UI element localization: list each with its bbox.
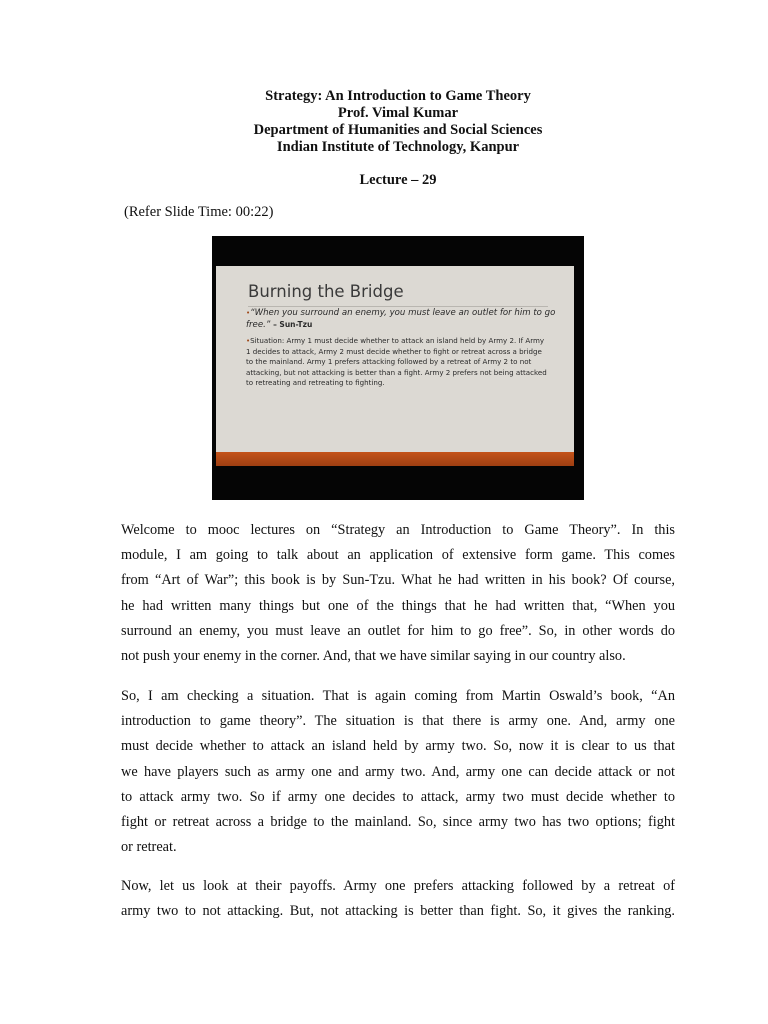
document-header <box>0 88 768 156</box>
slide-situation-text: Situation: Army 1 must decide whether to attack an island held by Army 2. If Army 1 decides to attack, Army 2 must decide whether to fight or retreat across a bridge to the mainland. Army 1 prefers attacking followed by a retreat of Army 2 to not attacking, but not attacking is better than a fight. Army 2 prefers not being attacked to retreating and retreating to fighting. <box>246 336 547 387</box>
text-line: or retreat. <box>121 839 177 856</box>
slide-screenshot <box>212 236 584 500</box>
text-line: fight or retreat across a bridge to the mainland. So, since army two has two options; fight <box>121 814 675 831</box>
course-title: Strategy: An Introduction to Game Theory <box>265 88 531 104</box>
slide-title: Burning the Bridge <box>248 282 404 301</box>
text-line: must decide whether to attack an island held by army two. So, now it is clear to us that <box>121 738 675 755</box>
text-line: army two to not attacking. But, not attacking is better than fight. So, it gives the ranking. <box>121 903 675 920</box>
slide-quote-text: “When you surround an enemy, you must leave an outlet for him to go free.” <box>246 308 556 330</box>
slide-quote-source: – Sun-Tzu <box>273 320 313 329</box>
text-line: introduction to game theory”. The situation is that there is army one. And, army one <box>121 713 675 730</box>
text-line: not push your enemy in the corner. And, that we have similar saying in our country also. <box>121 648 626 665</box>
paragraph-1 <box>121 518 675 669</box>
text-line: Welcome to mooc lectures on “Strategy an Introduction to Game Theory”. In this <box>121 522 675 538</box>
text-line: to attack army two. So if army one decides to attack, army two must decide whether to <box>121 788 675 805</box>
text-line: So, I am checking a situation. That is again coming from Martin Oswald’s book, “An <box>121 688 675 704</box>
text-line: he had written many things but one of the things that he had written that, “When you <box>121 597 675 614</box>
paragraph-3 <box>121 874 675 924</box>
slide-content-area <box>216 266 574 454</box>
text-line: we have players such as army one and army two. And, army one can decide attack or not <box>121 763 675 780</box>
slide-quote <box>246 308 556 331</box>
institute-name: Indian Institute of Technology, Kanpur <box>276 139 520 155</box>
department-name: Department of Humanities and Social Sciences <box>253 122 543 138</box>
professor-name: Prof. Vimal Kumar <box>337 105 459 121</box>
text-line: from “Art of War”; this book is by Sun-Tzu. What he had written in his book? Of course, <box>121 572 675 589</box>
bullet-icon: • <box>246 337 251 345</box>
slide-footer-band <box>216 452 574 466</box>
lecture-number: Lecture – 29 <box>359 172 437 188</box>
slide-situation <box>246 336 548 389</box>
text-line: Now, let us look at their payoffs. Army one prefers attacking followed by a retreat of <box>121 878 675 894</box>
slide-time-reference: (Refer Slide Time: 00:22) <box>124 204 274 220</box>
paragraph-2 <box>121 684 675 860</box>
text-line: module, I am going to talk about an application of extensive form game. This comes <box>121 547 675 564</box>
slide-title-divider <box>248 306 548 307</box>
text-line: surround an enemy, you must leave an outlet for him to go free”. So, in other words do <box>121 622 675 639</box>
bullet-icon: • <box>246 309 251 317</box>
